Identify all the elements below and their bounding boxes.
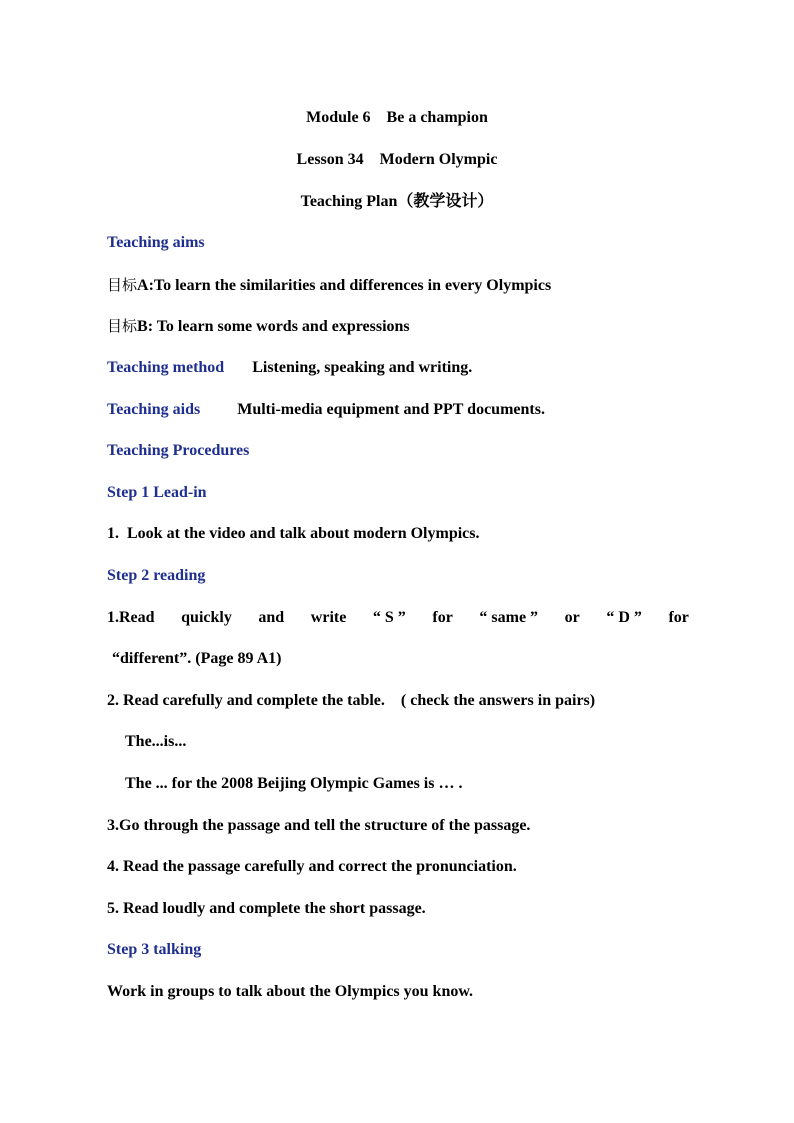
aim-a-prefix: 目标 xyxy=(107,276,138,294)
method-label: Teaching method xyxy=(107,359,225,376)
aim-a xyxy=(107,275,551,296)
word: 1.Read xyxy=(107,609,155,626)
aim-b-text: B: To learn some words and expressions xyxy=(137,318,410,335)
step2-item-2-sub2: The ... for the 2008 Beijing Olympic Games is … . xyxy=(125,775,463,792)
method-text: Listening, speaking and writing. xyxy=(252,359,473,376)
step2-heading: Step 2 reading xyxy=(107,567,206,584)
aids-text: Multi-media equipment and PPT documents. xyxy=(237,401,545,418)
step3-text: Work in groups to talk about the Olympics you know. xyxy=(107,983,474,1000)
aids-row xyxy=(107,400,545,420)
step1-heading: Step 1 Lead-in xyxy=(107,484,207,501)
module-title: Module 6 Be a champion xyxy=(306,109,488,126)
word: for xyxy=(668,609,689,626)
aids-label: Teaching aids xyxy=(107,401,201,418)
method-row xyxy=(107,358,472,378)
word: for xyxy=(432,609,453,626)
word: or xyxy=(564,609,580,626)
word: and xyxy=(258,609,285,626)
step2-item-1-cont: “different”. (Page 89 A1) xyxy=(112,650,282,667)
word: “ D ” xyxy=(606,609,642,626)
procedures-heading: Teaching Procedures xyxy=(107,442,250,459)
step2-item-1 xyxy=(107,608,689,628)
aims-heading: Teaching aims xyxy=(107,234,205,251)
step1-item-1: 1. Look at the video and talk about modern Olympics. xyxy=(107,525,480,542)
step2-item-3: 3.Go through the passage and tell the structure of the passage. xyxy=(107,817,531,834)
step2-item-2-sub1: The...is... xyxy=(125,733,187,750)
word: “ same ” xyxy=(479,609,539,626)
step2-item-4: 4. Read the passage carefully and correct the pronunciation. xyxy=(107,858,517,875)
aim-b-prefix: 目标 xyxy=(107,317,138,335)
step2-item-5: 5. Read loudly and complete the short passage. xyxy=(107,900,426,917)
step3-heading: Step 3 talking xyxy=(107,941,202,958)
step2-item-2: 2. Read carefully and complete the table. ( check the answers in pairs) xyxy=(107,692,596,709)
word: “ S ” xyxy=(372,609,406,626)
aim-b xyxy=(107,316,410,337)
word: write xyxy=(310,609,347,626)
plan-title: Teaching Plan（教学设计） xyxy=(300,193,494,210)
lesson-title: Lesson 34 Modern Olympic xyxy=(296,151,498,168)
word: quickly xyxy=(181,609,232,626)
aim-a-text: A:To learn the similarities and differences in every Olympics xyxy=(137,277,552,294)
